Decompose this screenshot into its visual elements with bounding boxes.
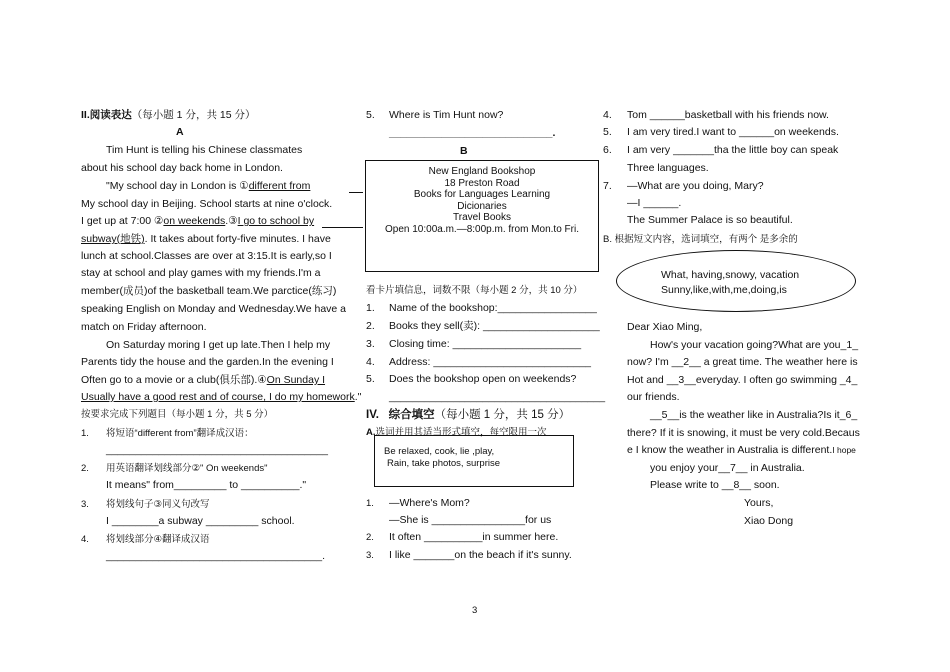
letter-line: Please write to __8__ soon.: [650, 479, 780, 491]
letter-line: e I know the weather in Australia is different.I hope: [627, 444, 856, 456]
underline-extension: [349, 192, 363, 193]
passage-line: member(成员)of the basketball team.We parctice(练习): [81, 285, 337, 297]
question-number: 3.: [366, 338, 375, 350]
passage-label-a: A: [176, 126, 184, 138]
answer-blank[interactable]: —She is ________________for us: [389, 514, 552, 526]
letter-line: now? I'm __2__ a great time. The weather here is: [627, 356, 858, 368]
card-question: Does the bookshop open on weekends?: [389, 373, 577, 385]
question-text: The Summer Palace is so beautiful.: [627, 214, 793, 226]
passage-line: speaking English on Monday and Wednesday.We have a: [81, 303, 347, 315]
question-number: 2.: [366, 320, 375, 332]
bookshop-item: Books for Languages Learning: [413, 189, 551, 200]
bookshop-hours: Open 10:00a.m.—8:00p.m. from Mon.to Fri.: [385, 223, 579, 235]
part-b-instruction: B. 根据短文内容，选词填空，有两个 是多余的: [603, 234, 798, 245]
word-bank-line: What, having,snowy, vacation: [661, 269, 800, 281]
underlined-phrase-2: on weekends: [163, 215, 226, 227]
part-a-instruction: A.选词并用其适当形式填空，每空限用一次: [366, 427, 547, 438]
bookshop-name: New England Bookshop: [428, 166, 536, 177]
word-bank-ellipse: [616, 250, 856, 312]
question-number: 6.: [603, 144, 612, 156]
word-bank-line: Sunny,like,with,me,doing,is: [661, 284, 787, 296]
passage-line: about his school day back home in London.: [81, 162, 283, 174]
letter-line: our friends.: [627, 391, 680, 403]
bookshop-item: Travel Books: [453, 212, 511, 223]
section-title: II.阅读表达（每小题 1 分，共 15 分）: [81, 109, 256, 121]
passage-line: On Saturday moring I get up late.Then I help my: [106, 339, 331, 351]
letter-closing: Yours,: [744, 497, 774, 509]
passage-line: Parents tidy the house and the garden.In the evening I: [81, 356, 334, 368]
answer-blank[interactable]: It often __________in summer here.: [389, 531, 559, 543]
answer-blank[interactable]: It means" from_________ to __________.": [106, 479, 307, 491]
letter-line: __5__is the weather like in Australia?Is it_6_: [650, 409, 858, 421]
question-text: Three languages.: [627, 162, 709, 174]
letter-line: How's your vacation going?What are you_1_: [650, 339, 859, 351]
card-question[interactable]: Name of the bookshop:_________________: [389, 302, 597, 314]
card-instruction: 看卡片填信息，词数不限（每小题 2 分，共 10 分）: [366, 285, 583, 296]
question-number: 2.: [81, 463, 89, 474]
section-iv-title: IV. 综合填空（每小题 1 分，共 15 分）: [366, 409, 571, 421]
passage-line: Tim Hunt is telling his Chinese classmates: [106, 144, 303, 156]
question-number: 5.: [603, 126, 612, 138]
passage-line: My school day in Beijing. School starts at nine o'clock.: [81, 198, 333, 210]
card-question[interactable]: Books they sell(卖): ____________________: [389, 320, 600, 332]
question-text: 用英语翻译划线部分②" On weekends": [106, 463, 268, 474]
underline-extension: [322, 227, 363, 228]
question-number: 3.: [81, 499, 89, 510]
passage-line: Often go to a movie or a club(俱乐部).④On Sunday I: [81, 374, 326, 386]
question-number: 4.: [603, 109, 612, 121]
passage-line: subway(地铁). It takes about forty-five minutes. I have: [81, 233, 331, 245]
letter-signature: Xiao Dong: [744, 515, 794, 527]
answer-blank[interactable]: Tom ______basketball with his friends now.: [627, 109, 829, 121]
word-bank-box: [374, 435, 574, 487]
passage-line: "My school day in London is ①different from: [106, 180, 311, 192]
answer-blank[interactable]: ____________________________.: [389, 127, 556, 139]
question-number: 1.: [366, 302, 375, 314]
answer-blank[interactable]: I am very tired.I want to ______on weekends.: [627, 126, 839, 138]
passage-line: stay at school and play games with my friends.I'm a: [81, 267, 321, 279]
question-number: 5.: [366, 373, 375, 385]
question-text: —What are you doing, Mary?: [627, 180, 764, 192]
underlined-phrase-3: I go to school by: [237, 215, 315, 227]
word-bank-line: Be relaxed, cook, lie ,play,: [384, 446, 495, 457]
passage-line: match on Friday afternoon.: [81, 321, 207, 333]
question-number: 5.: [366, 109, 375, 121]
card-question[interactable]: Closing time: ______________________: [389, 338, 582, 350]
question-text: Where is Tim Hunt now?: [389, 109, 504, 121]
question-number: 4.: [366, 356, 375, 368]
page-number: 3: [472, 605, 478, 616]
answer-blank[interactable]: I ________a subway _________ school.: [106, 515, 295, 527]
underlined-phrase-1: different from: [248, 180, 311, 192]
answer-blank[interactable]: _____________________________________: [389, 391, 606, 403]
letter-line: there? If it is snowing, it must be very cold.Becaus: [627, 427, 860, 439]
answer-blank[interactable]: —I ______.: [627, 197, 682, 209]
underlined-phrase-4: On Sunday I: [266, 374, 326, 386]
letter-line: you enjoy your__7__ in Australia.: [650, 462, 805, 474]
passage-label-b: B: [460, 145, 468, 157]
question-number: 3.: [366, 550, 374, 561]
passage-line: I get up at 7:00 ②on weekends.③I go to school by: [81, 215, 315, 227]
answer-blank[interactable]: ______________________________________: [106, 444, 328, 456]
passage-line: lunch at school.Classes are over at 3:15.It is early,so I: [81, 250, 332, 262]
question-text: 将划线句子③同义句改写: [106, 499, 210, 510]
passage-line: Usually have a good rest and of course, I do my homework.": [81, 391, 362, 403]
question-text: 将短语“different from”翻译成汉语：: [106, 428, 254, 439]
questions-instruction: 按要求完成下列题目（每小题 1 分，共 5 分）: [81, 409, 274, 420]
bookshop-item: Dicionaries: [457, 200, 507, 212]
answer-blank[interactable]: I am very _______tha the little boy can speak: [627, 144, 839, 156]
letter-greeting: Dear Xiao Ming,: [627, 321, 703, 333]
question-text: 将划线部分④翻译成汉语: [106, 534, 210, 545]
answer-blank[interactable]: I like _______on the beach if it's sunny.: [389, 549, 572, 561]
question-number: 4.: [81, 534, 89, 545]
word-bank-line: Rain, take photos, surprise: [387, 458, 501, 469]
letter-line: Hot and __3__everyday. I often go swimming _4_: [627, 374, 858, 386]
question-number: 7.: [603, 180, 612, 192]
bookshop-card: [365, 160, 599, 272]
question-number: 1.: [81, 428, 89, 439]
question-number: 1.: [366, 498, 374, 509]
answer-blank[interactable]: _____________________________________.: [106, 550, 325, 562]
bookshop-address: 18 Preston Road: [444, 177, 520, 189]
question-number: 2.: [366, 532, 374, 543]
card-question[interactable]: Address: ___________________________: [389, 356, 592, 368]
question-text: —Where's Mom?: [389, 497, 470, 509]
